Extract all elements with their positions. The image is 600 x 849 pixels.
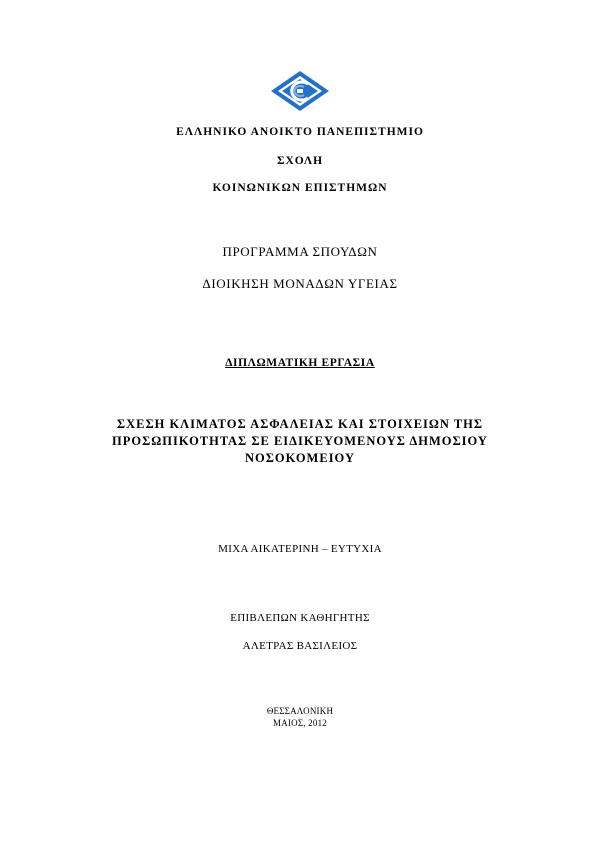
university-name: ΕΛΛΗΝΙΚΟ ΑΝΟΙΚΤΟ ΠΑΝΕΠΙΣΤΗΜΙΟ (176, 126, 424, 138)
thesis-title-line-1: ΣΧΕΣΗ ΚΛΙΜΑΤΟΣ ΑΣΦΑΛΕΙΑΣ ΚΑΙ ΣΤΟΙΧΕΙΩΝ ΤΗΣ (116, 417, 484, 431)
supervisor-label: ΕΠΙΒΛΕΠΩΝ ΚΑΘΗΓΗΤΗΣ (230, 612, 370, 624)
program-name: ΔΙΟΙΚΗΣΗ ΜΟΝΑΔΩΝ ΥΓΕΙΑΣ (202, 276, 398, 291)
school-name: ΚΟΙΝΩΝΙΚΩΝ ΕΠΙΣΤΗΜΩΝ (212, 182, 388, 194)
school-label: ΣΧΟΛΗ (276, 155, 324, 167)
thesis-type: ΔΙΠΛΩΜΑΤΙΚΗ ΕΡΓΑΣΙΑ (225, 357, 375, 369)
author-name: ΜΙΧΑ ΑΙΚΑΤΕΡΙΝΗ – ΕΥΤΥΧΙΑ (218, 543, 382, 555)
date: ΜΑΙΟΣ, 2012 (273, 718, 327, 728)
program-label: ΠΡΟΓΡΑΜΜΑ ΣΠΟΥΔΩΝ (222, 244, 378, 259)
thesis-title-line-2: ΠΡΟΣΩΠΙΚΟΤΗΤΑΣ ΣΕ ΕΙΔΙΚΕΥΟΜΕΝΟΥΣ ΔΗΜΟΣΙΟΥ (112, 434, 488, 448)
city: ΘΕΣΣΑΛΟΝΙΚΗ (266, 706, 334, 716)
thesis-title-line-3: ΝΟΣΟΚΟΜΕΙΟΥ (245, 451, 355, 465)
university-logo-icon (270, 70, 330, 112)
supervisor-name: ΑΛΕΤΡΑΣ ΒΑΣΙΛΕΙΟΣ (242, 640, 358, 652)
